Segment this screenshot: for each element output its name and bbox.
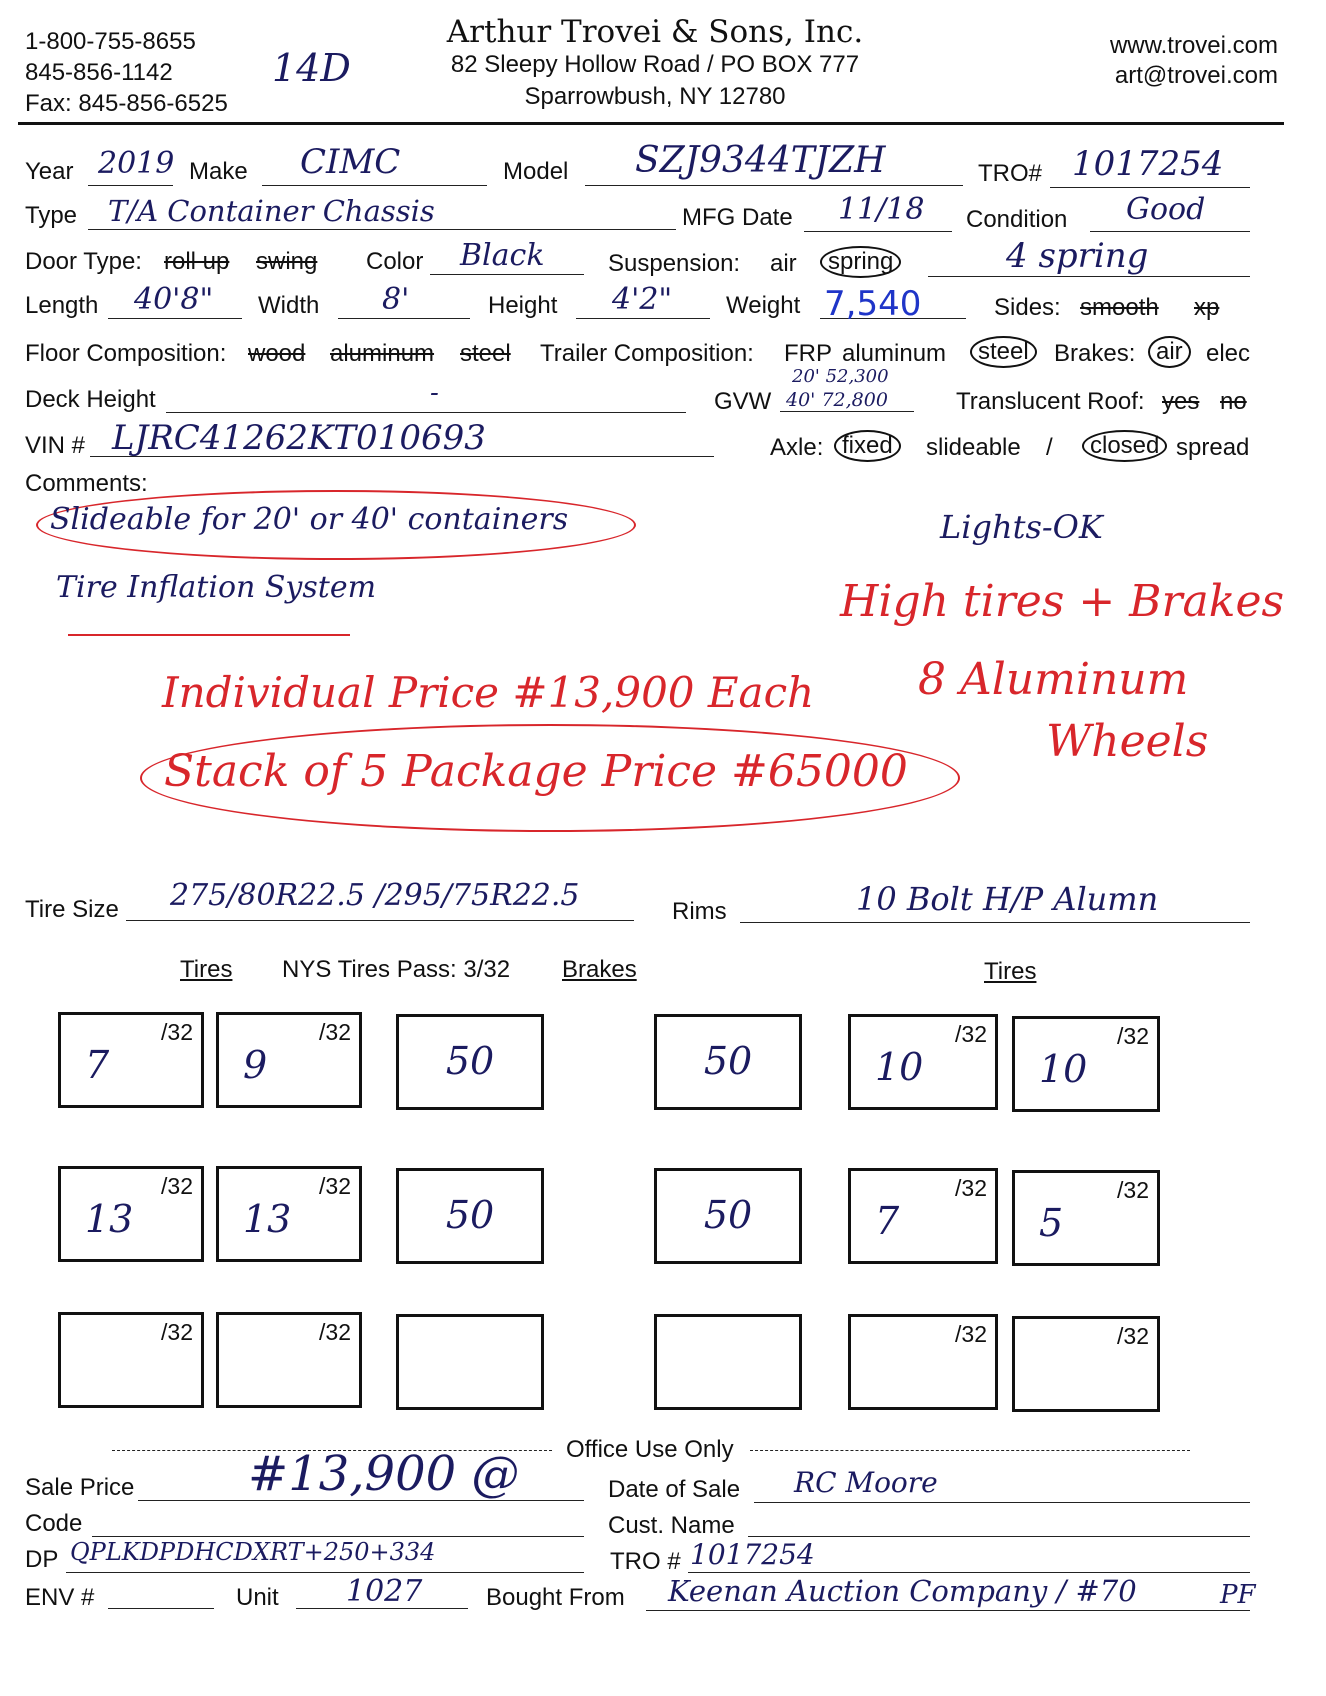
type-label: Type [25,202,78,229]
handwritten-note: 14D [272,46,351,90]
company-address-1: 82 Sleepy Hollow Road / PO BOX 777 [450,51,860,78]
tire-box-r2-4: /32 5 [1012,1170,1160,1266]
date-of-sale-label: Date of Sale [608,1476,741,1503]
year-label: Year [25,158,74,185]
door-type-rollup: roll up [164,248,230,275]
comment-lights: Lights-OK [940,508,1103,546]
rims-value: 10 Bolt H/P Alumn [856,880,1159,918]
suspension-label: Suspension: [608,250,741,277]
tire-box-r3-4: /32 [1012,1316,1160,1412]
suspension-note: 4 spring [1006,236,1149,276]
fax-number: Fax: 845-856-6525 [25,90,228,117]
model-value: SZJ9344TJZH [635,140,886,181]
tire-box-r1-2: /32 9 [216,1012,362,1108]
comment-stack-price: Stack of 5 Package Price #65000 [164,746,908,797]
unit-label: Unit [236,1584,279,1611]
make-value: CIMC [300,142,401,182]
height-value: 4'2" [612,282,673,317]
brake-box-r2-1: 50 [396,1168,544,1264]
comment-underline [68,634,350,636]
brakes-air-circled: air [1148,336,1191,368]
floor-wood: wood [248,340,306,367]
tro2-label: TRO # [610,1548,681,1575]
company-name: Arthur Trovei & Sons, Inc. [446,14,864,50]
deck-height-value: - [430,378,439,408]
suspension-air: air [770,250,797,277]
model-label: Model [503,158,569,185]
door-type-swing: swing [256,248,318,275]
weight-value: 7,540 [824,284,922,324]
tire-box-r1-3: /32 10 [848,1014,998,1110]
axle-spread: spread [1176,434,1250,461]
comment-tire-inflation: Tire Inflation System [56,570,377,605]
brake-box-r1-1: 50 [396,1014,544,1110]
comments-label: Comments: [25,470,148,497]
gvw-40-value: 40' 72,800 [786,389,888,411]
color-value: Black [460,238,545,273]
bought-from-label: Bought From [486,1584,625,1611]
length-label: Length [25,292,99,319]
tro-label: TRO# [978,160,1043,187]
floor-aluminum: aluminum [330,340,435,367]
roof-no: no [1220,388,1247,415]
brakes-label: Brakes: [1054,340,1136,367]
office-use-only: Office Use Only [566,1436,734,1463]
mfg-date-label: MFG Date [682,204,793,231]
year-value: 2019 [98,146,175,181]
dp-label: DP [25,1546,59,1573]
type-value: T/A Container Chassis [108,194,435,228]
comment-high-tires: High tires + Brakes [840,576,1285,627]
initials: PF [1220,1580,1256,1610]
sale-price-value: #13,900 @ [248,1446,520,1502]
office-dash-right [750,1450,1190,1451]
weight-label: Weight [726,292,801,319]
tires-heading-right: Tires [984,958,1037,985]
width-label: Width [258,292,320,319]
axle-fixed-circled: fixed [834,430,901,462]
tire-box-r2-2: /32 13 [216,1166,362,1262]
tire-box-r3-3: /32 [848,1314,998,1410]
comment-slideable: Slideable for 20' or 40' containers [50,502,569,537]
color-label: Color [366,248,424,275]
brakes-heading: Brakes [562,956,637,983]
height-label: Height [488,292,558,319]
tire-box-r1-4: /32 10 [1012,1016,1160,1112]
gvw-label: GVW [714,388,772,415]
phone-2: 845-856-1142 [25,59,173,86]
trailer-composition-label: Trailer Composition: [540,340,754,367]
unit-value: 1027 [346,1574,423,1609]
brake-box-r1-2: 50 [654,1014,802,1110]
suspension-spring-circled: spring [820,246,901,278]
comment-individual-price: Individual Price #13,900 Each [162,668,815,717]
length-value: 40'8" [134,282,214,317]
gvw-20-value: 20' 52,300 [792,366,889,387]
width-value: 8' [382,282,410,317]
tro2-value: 1017254 [690,1538,815,1571]
floor-steel: steel [460,340,511,367]
make-label: Make [189,158,248,185]
date-of-sale-value: RC Moore [794,1466,938,1499]
vin-value: LJRC41262KT010693 [112,418,486,458]
tire-box-r2-1: /32 13 [58,1166,204,1262]
brakes-elec: elec [1206,340,1251,367]
nys-tires-pass: NYS Tires Pass: 3/32 [282,956,511,983]
axle-slideable: slideable [926,434,1021,461]
door-type-label: Door Type: [25,248,142,275]
brake-box-r3-2 [654,1314,802,1410]
rims-label: Rims [672,898,727,925]
axle-closed-circled: closed [1082,430,1167,462]
tires-heading-left: Tires [180,956,233,983]
tire-size-label: Tire Size [25,896,119,923]
comment-aluminum: 8 Aluminum [918,654,1189,705]
tire-box-r3-1: /32 [58,1312,204,1408]
code-label: Code [25,1510,83,1537]
bought-from-value: Keenan Auction Company / #70 [668,1574,1137,1608]
company-email: art@trovei.com [1114,62,1278,89]
mfg-date-value: 11/18 [838,192,925,227]
axle-slash: / [1046,434,1053,461]
cust-name-label: Cust. Name [608,1512,735,1539]
sale-price-label: Sale Price [25,1474,135,1501]
brake-box-r3-1 [396,1314,544,1410]
company-address-2: Sparrowbush, NY 12780 [524,83,786,110]
tire-size-value: 275/80R22.5 /295/75R22.5 [170,878,580,913]
tire-box-r3-2: /32 [216,1312,362,1408]
tire-box-r2-3: /32 7 [848,1168,998,1264]
company-website: www.trovei.com [1109,32,1278,59]
condition-value: Good [1126,192,1206,227]
deck-height-label: Deck Height [25,386,156,413]
condition-label: Condition [966,206,1068,233]
header-rule [18,122,1284,125]
vin-label: VIN # [25,432,86,459]
env-label: ENV # [25,1584,95,1611]
phone-1: 1-800-755-8655 [25,28,196,55]
trailer-frp: FRP [784,340,832,367]
translucent-roof-label: Translucent Roof: [956,388,1145,415]
comment-wheels: Wheels [1046,716,1209,767]
tire-box-r1-1: /32 7 [58,1012,204,1108]
sides-label: Sides: [994,294,1061,321]
dp-value: QPLKDPDHCDXRT+250+334 [70,1538,436,1566]
tro-value: 1017254 [1072,144,1224,184]
roof-yes: yes [1162,388,1200,415]
brake-box-r2-2: 50 [654,1168,802,1264]
trailer-aluminum: aluminum [842,340,947,367]
sides-xp: xp [1194,294,1220,321]
floor-composition-label: Floor Composition: [25,340,227,367]
sides-smooth: smooth [1080,294,1159,321]
axle-label: Axle: [770,434,824,461]
trailer-steel-circled: steel [970,336,1037,368]
